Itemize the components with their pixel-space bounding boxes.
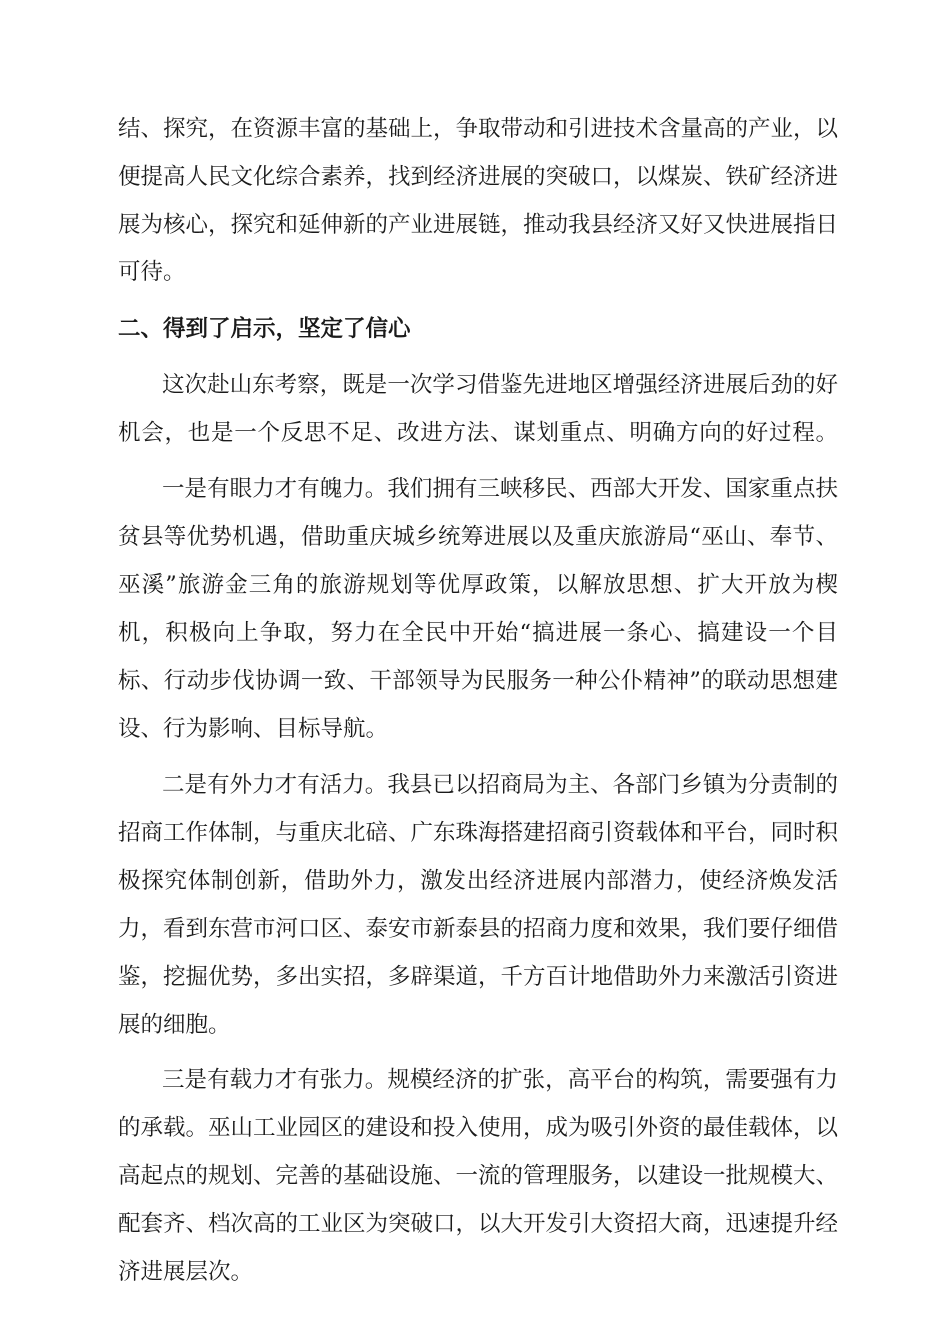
paragraph-line: 可待。 xyxy=(118,259,186,285)
paragraph-line: 机会，也是一个反思不足、改进方法、谋划重点、明确方向的好过程。 xyxy=(118,420,838,446)
paragraph-line: 配套齐、档次高的工业区为突破口，以大开发引大资招大商，迅速提升经 xyxy=(118,1211,838,1237)
paragraph-line: 三是有载力才有张力。规模经济的扩张，高平台的构筑，需要强有力 xyxy=(162,1067,838,1093)
paragraph-line: 贫县等优势机遇，借助重庆城乡统筹进展以及重庆旅游局“巫山、奉节、 xyxy=(118,524,838,550)
paragraph-line: 标、行动步伐协调一致、干部领导为民服务一种公仆精神”的联动思想建 xyxy=(118,668,838,694)
paragraph-line: 一是有眼力才有魄力。我们拥有三峡移民、西部大开发、国家重点扶 xyxy=(162,476,838,502)
paragraph-line: 展为核心，探究和延伸新的产业进展链，推动我县经济又好又快进展指日 xyxy=(118,212,838,238)
paragraph-line: 二是有外力才有活力。我县已以招商局为主、各部门乡镇为分责制的 xyxy=(162,772,838,798)
paragraph-line: 这次赴山东考察，既是一次学习借鉴先进地区增强经济进展后劲的好 xyxy=(162,372,838,398)
paragraph-line: 力，看到东营市河口区、泰安市新泰县的招商力度和效果，我们要仔细借 xyxy=(118,916,838,942)
paragraph-line: 机，积极向上争取，努力在全民中开始“搞进展一条心、搞建设一个目 xyxy=(118,620,838,646)
paragraph-line: 招商工作体制，与重庆北碚、广东珠海搭建招商引资载体和平台，同时积 xyxy=(118,820,838,846)
section-heading: 二、得到了启示，坚定了信心 xyxy=(118,316,411,342)
paragraph-line: 的承载。巫山工业园区的建设和投入使用，成为吸引外资的最佳载体，以 xyxy=(118,1115,838,1141)
paragraph-line: 高起点的规划、完善的基础设施、一流的管理服务，以建设一批规模大、 xyxy=(118,1163,838,1189)
paragraph-line: 巫溪”旅游金三角的旅游规划等优厚政策，以解放思想、扩大开放为楔 xyxy=(118,572,838,598)
paragraph-line: 鉴，挖掘优势，多出实招，多辟渠道，千方百计地借助外力来激活引资进 xyxy=(118,964,838,990)
paragraph-line: 设、行为影响、目标导航。 xyxy=(118,716,389,742)
paragraph-line: 济进展层次。 xyxy=(118,1259,254,1285)
paragraph-line: 便提高人民文化综合素养，找到经济进展的突破口，以煤炭、铁矿经济进 xyxy=(118,164,838,190)
paragraph-line: 展的细胞。 xyxy=(118,1012,231,1038)
paragraph-line: 极探究体制创新，借助外力，激发出经济进展内部潜力，使经济焕发活 xyxy=(118,868,838,894)
paragraph-line: 结、探究，在资源丰富的基础上，争取带动和引进技术含量高的产业，以 xyxy=(118,116,838,142)
